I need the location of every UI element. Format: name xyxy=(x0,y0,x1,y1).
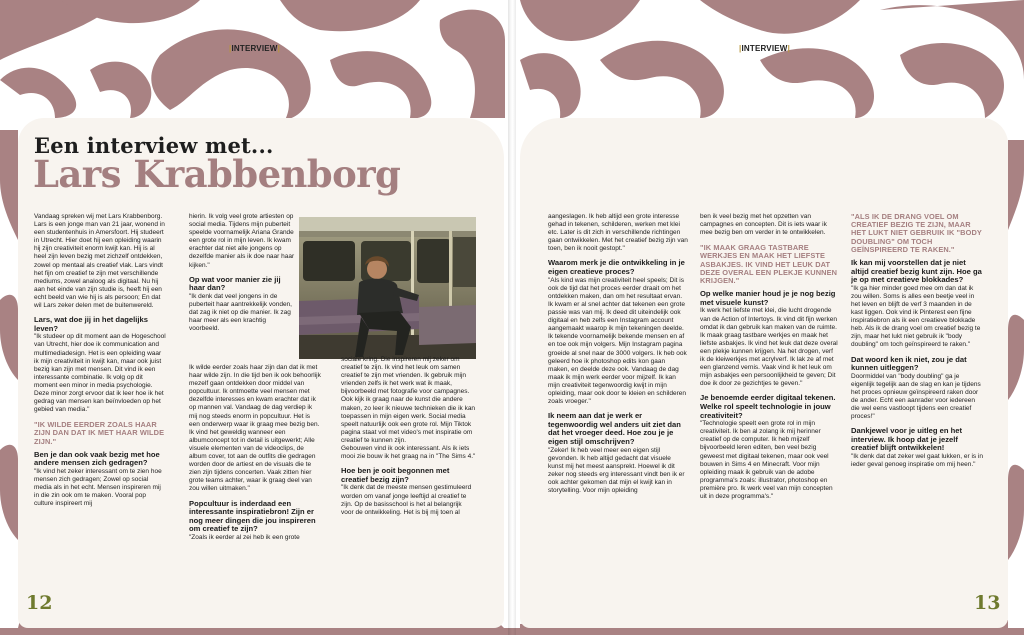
section-label-left: |INTERVIEW| xyxy=(229,44,281,53)
page-spine xyxy=(508,0,516,635)
question-heading: Ik neem aan dat je werk er tegenwoordig wel anders uit ziet dan dat het vroeger deed. Hoe zou je je eigen stijl omschrijven? xyxy=(548,411,681,446)
page-number-right: 13 xyxy=(974,592,1001,614)
answer-paragraph: hierin. Ik volg veel grote artiesten op social media. Tijdens mijn puberteit speelde voornamelijk Ariana Grande een grote rol in mijn leven. Ik kwam erachter dat niet alle jongens op dezelfde manier als ik doe naar haar kijken." xyxy=(189,213,295,269)
answer-paragraph: Ik wilde eerder zoals haar zijn dan dat ik met haar wilde zijn. In die tijd ben ik ook behoorlijk mezelf gaan ontdekken door middel van popcultuur. Ik ontmoette veel mensen met dezelfde interesses en kwam erachter dat ik op mannen val. Vandaag de dag verdiep ik mij nog steeds enorm in popcultuur. Het is een onderwerp waar ik graag mee bezig ben. Ik vind het geweldig wanneer een albumconcept tot in detail is uitgewerkt; Alle visuele elementen van de videoclips, de album cover, tot aan de outfits die gedragen worden door de artiest en de visuals die te zien zijn tijdens concerten. Vaak zitten hier grote teams achter, waar ik graag deel van zou willen uitmaken." xyxy=(189,364,321,493)
answer-paragraph: "Zeker! Ik heb veel meer een eigen stijl gevonden. Ik heb altijd gedacht dat visuele kunst mij het meest aansprekt. Hoewel ik dit zeker nog steeds erg interessant vindt ben ik er ook achter gekomen dat mijn el kwijt kan in storytelling. Voor mijn opleiding xyxy=(548,446,685,494)
section-label-right-text: INTERVIEW xyxy=(741,44,788,53)
pull-quote: "ALS IK DE DRANG VOEL OM CREATIEF BEZIG TE ZIJN, MAAR HET LUKT NIET GEBRUIK IK "BODY DOUBLING" OM TOCH GEÏNSPIREERD TE RAKEN." xyxy=(851,213,982,254)
answer-paragraph: aangeslagen. Ik heb altijd een grote interesse gehad in tekenen, schilderen, werken met klei etc. Later is dit zich in verschillende richtingen gaan ontwikkelen. Met het creatief bezig zijn van toen, ben ik nooit gestopt." xyxy=(548,213,688,253)
question-heading: Hoe ben je ooit begonnen met creatief bezig zijn? xyxy=(341,466,450,484)
section-label-right: |INTERVIEW| xyxy=(739,44,791,53)
question-heading: Popcultuur is inderdaad een interessante inspiratiebron! Zijn er nog meer dingen die jou inspireren om creatief te zijn? xyxy=(189,498,316,534)
answer-paragraph: "Technologie speelt een grote rol in mijn creativiteit. Ik ben al zolang ik mij herinner creatief op de computer. Ik heb mijzelf bijvoorbeeld leren editen, ben veel bezig geweest met digitaal tekenen, maar ook veel bouwen in Sims 4 en Minecraft. Voor mijn opleiding maak ik gebruik van de adobe programma's zoals: illustrator, photoshop en première pro. Ik werk veel van mijn concepten uit in deze programma's." xyxy=(700,420,833,501)
question-heading: Lars, wat doe jij in het dagelijks leven? xyxy=(34,315,148,333)
section-label-left-text: INTERVIEW xyxy=(231,44,278,53)
answer-paragraph: "Als kind was mijn creativiteit heel speels; Dit is ook de tijd dat het proces eerder draait om het ontdekken maken, dan om het resultaat ervan. Ik kwam er al snel achter dat tekenen een grote passie was van mij. Ik deed dit uiteindelijk ook digitaal en heb zelfs een Instagram account aangemaakt waarop ik mijn tekeningen deelde. Ik tekende voornamelijk bekende mensen en af en toe ook mijn volgers. Mijn Instagram pagina groeide al snel naar de 3000 volgers. Ik heb ook geleerd hoe ik photoshop edits kon gaan maken, en deelde deze ook. Vandaag de dag maak ik mijn werk eerder voor mijzelf. Ik kan mijn creativiteit tegenwoordig kwijt in mijn opleiding, maar ook door te kleien en schilderen zoals vroeger." xyxy=(548,276,687,406)
photo-subway-portrait-icon xyxy=(299,217,476,359)
question-heading: Ik kan mij voorstellen dat je niet altijd creatief bezig kunt zijn. Hoe ga je op met creatieve blokkades? xyxy=(851,258,982,285)
question-heading: Waarom merk je die ontwikkeling in je eigen creatieve proces? xyxy=(548,258,685,277)
page-number-left: 12 xyxy=(26,592,53,614)
answer-paragraph: "Ik denk dat dat zeker wel gaat lukken, er is in ieder geval genoeg inspiratie om mij heen." xyxy=(851,453,984,469)
text-column-1 xyxy=(34,213,167,598)
subway-portrait-photo xyxy=(299,217,476,359)
pull-quote: "IK WILDE EERDER ZOALS HAAR ZIJN DAN DAT IK MET HAAR WILDE ZIJN." xyxy=(34,420,165,446)
title-name: Lars Krabbenborg xyxy=(33,152,401,196)
question-heading: Je benoemde eerder digitaal tekenen. Welke rol speelt technologie in jouw creativiteit? xyxy=(700,393,836,420)
question-heading: Dat woord ken ik niet, zou je dat kunnen uitleggen? xyxy=(851,354,967,373)
answer-paragraph: Ik werk het liefste met klei, die lucht drogende van de Action of Intertoys. Ik vind dit fijn werken omdat ik dan gebruik kan maken van de ruimte. Ik maak graag tastbare werkjes en maak het liefste asbakjes. Ik vind het leuk dat deze overal een plekje kunnen krijgen. Na het drogen, verf ik de kleiwerkjes met acrylverf. Ik lak ze af met een glanzend vernis. Vaak vind ik het leuk om mijn asbakjes een persoonlijkheid te geven; Dit doe ik door ze gezichtjes te geven." xyxy=(700,307,838,388)
answer-paragraph: "Ik vind het zeker interessant om te zien hoe mensen zich gedragen; Zowel op social media als in het echt. Mensen inspireren mij in die zin ook om te maken. Vooral pop culture inspireert mij xyxy=(34,468,162,508)
question-heading: Op welke manier houd je je nog bezig met visuele kunst? xyxy=(700,289,836,307)
answer-paragraph: "Ik ga hier minder goed mee om dan dat ik zou willen. Soms is alles een beetje veel in het leven en blijft de verf 3 maanden in de kast liggen. Ook vind ik Pinterest een fijne inspiratiebron als ik een creatieve blokkade heb. Als ik de drang voel om creatief bezig te zijn, maar het lukt niet gebruik ik "body doubling" om toch geïnspireerd te raken." xyxy=(851,284,981,349)
answer-paragraph: "Ik denk dat de meeste mensen gestimuleerd worden om vanaf jonge leeftijd al creatief te zijn. Op de basisschool is het al belangrijk voor de ontwikkeling. Het is bij mij toen al xyxy=(341,484,472,516)
answer-paragraph: Gebouwen vind ik ook interessant. Als ik iets mooi zie bouw ik het graag na in "The Sims 4." xyxy=(341,445,476,461)
answer-paragraph: sociale kring. Die inspireren mij zeker om creatief te zijn. Ik vind het leuk om samen creatief te zijn met vrienden. Ik gebruik mijn vrienden zelfs ik het werk wat ik maak, bijvoorbeeld met fotografie voor campagnes. Ook kijk ik graag naar de kunst die andere maken, zo leer ik nieuwe technieken die ik kan toepassen in mijn eigen werk. Social media speelt natuurlijk ook een grote rol. Mijn Tiktok pagina staat vol met video's met inspiratie om creatief te kunnen zijn. xyxy=(341,356,476,444)
answer-paragraph: "Ik denk dat veel jongens in de puberteit haar aantrekkelijk vonden, dat zag ik niet op die manier. Ik zag haar meer als een krachtig voorbeeld. xyxy=(189,292,292,333)
intro-paragraph: Vandaag spreken wij met Lars Krabbenborg. Lars is een jonge man van 21 jaar, wonend in een studentenhuis in Amersfoort. Hij studeert in Utrecht. Hier doet hij een opleiding waarin hij zijn creativiteit enorm kwijt kan. Hij is al heel zijn leven bezig met zichzelf ontdekken, zowel op mentaal als creatief vlak. Lars vindt het fijn om creatief te zijn met verschillende mediums, zowel analoog als digitaal. Nu hij aan het einde van zijn studie is, heeft hij een echt beeld van wie hij is als persoon; En dat wil Lars zeker delen met de buitenwereld. xyxy=(34,213,165,310)
text-column-3 xyxy=(189,364,322,598)
text-column-5 xyxy=(548,213,688,611)
pull-quote: "IK MAAK GRAAG TASTBARE WERKJES EN MAAK HET LIEFSTE ASBAKJES. IK VIND HET LEUK DAT DEZE OVERAL EEN PLEKJE KUNNEN KRIJGEN." xyxy=(700,243,838,286)
question-heading: Ben je dan ook vaak bezig met hoe andere mensen zich gedragen? xyxy=(34,449,160,468)
text-column-4 xyxy=(341,356,476,598)
text-column-6 xyxy=(700,213,838,611)
answer-paragraph: ben ik veel bezig met het opzetten van campagnes en concepten. Dit is iets waar ik mee bezig ben om verder in te ontwikkelen. xyxy=(700,213,827,237)
answer-paragraph: Doormiddel van "body doubling" ga je eigenlijk tegelijk aan de slag en kan je tijdens het proces opnieuw geïnspireerd raken door de ander. Echt een aanrader voor iedereen die wel eens vastloopt tijdens een creatief proces!" xyxy=(851,372,981,421)
text-column-2 xyxy=(189,213,296,363)
title-kicker: Een interview met... xyxy=(34,133,274,158)
question-heading: Op wat voor manier zie jij haar dan? xyxy=(189,274,281,293)
answer-paragraph: "Zoals ik eerder al zei heb ik een grote xyxy=(189,533,300,541)
question-heading: Dankjewel voor je uitleg en het interview. Ik hoop dat je jezelf creatief blijft ontwikkelen! xyxy=(851,426,962,453)
text-column-7 xyxy=(851,213,984,611)
answer-paragraph: "Ik studeer op dit moment aan de Hogeschool van Utrecht, hier doe ik communication and multimediadesign. Het is een opleiding waar ik mijn creativiteit in kwijt kan, maar ook juist bezig kan zijn met mensen. Dit vind ik een interessante combinatie. Ik volg op dit moment een minor in media psychologie. Deze minor zorgt ervoor dat ik leer hoe ik het gedrag van mensen kan beïnvloeden op het gebied van media." xyxy=(34,333,166,414)
